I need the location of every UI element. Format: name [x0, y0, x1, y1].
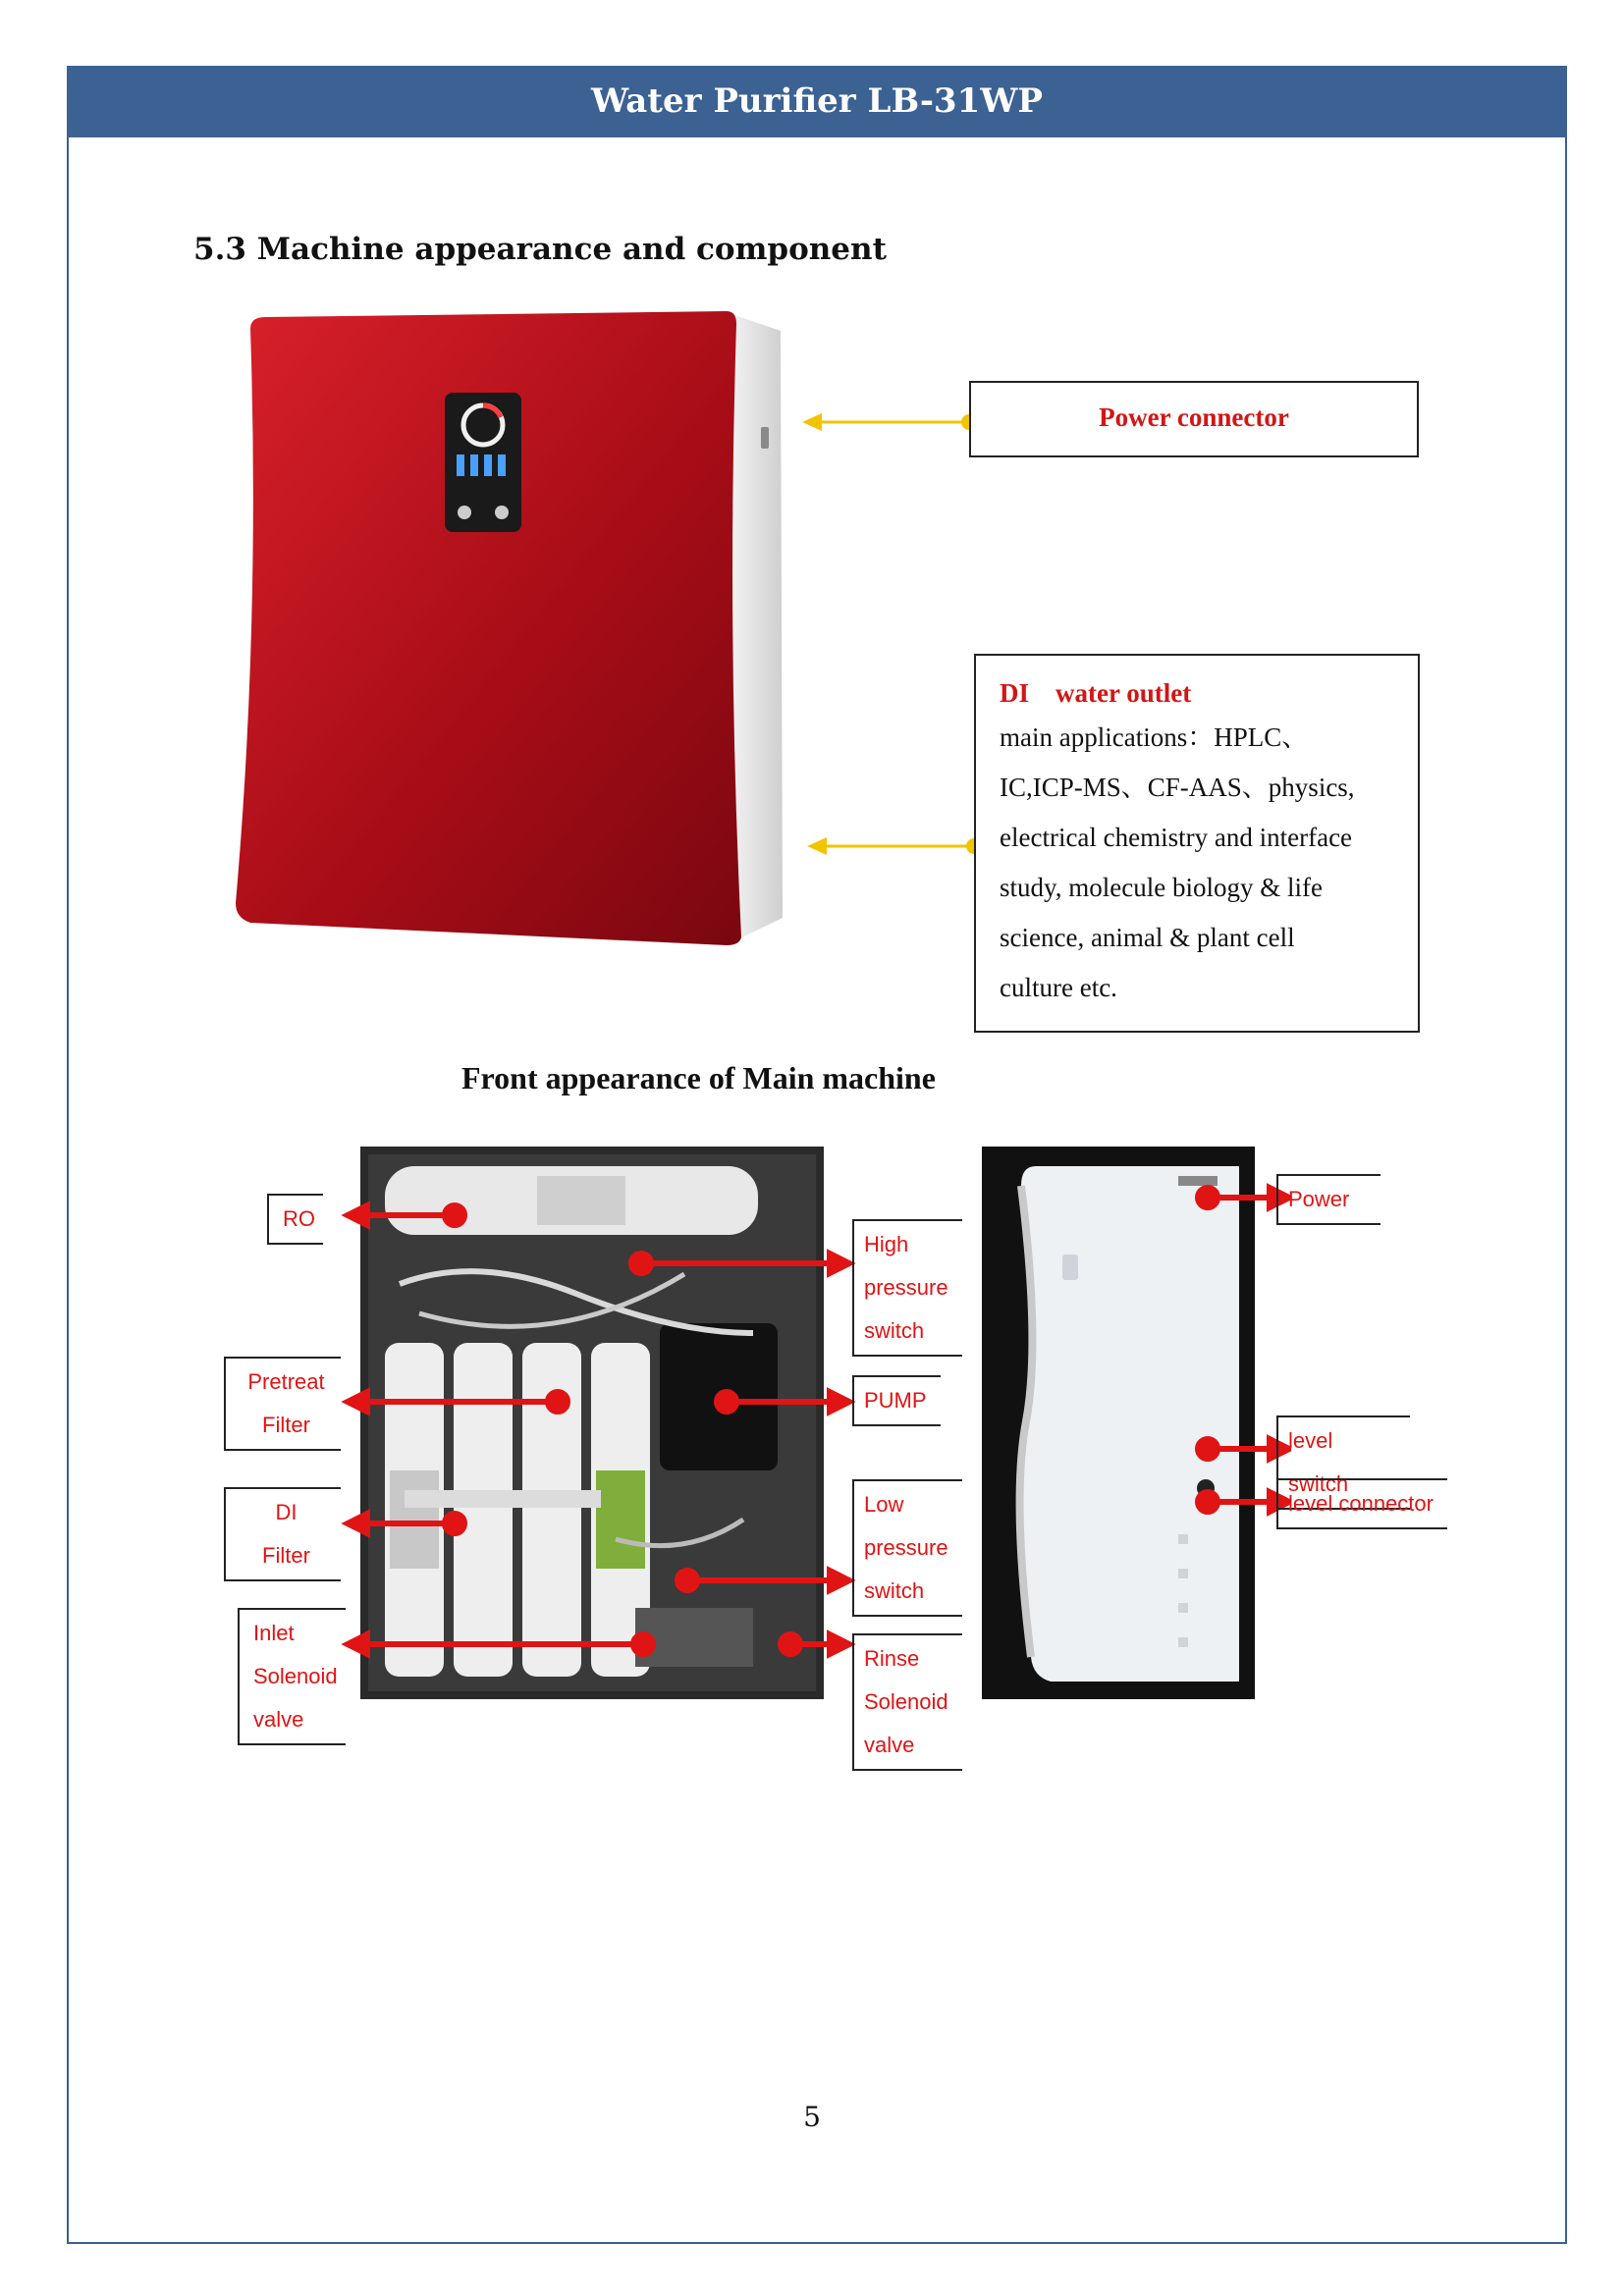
di-outlet-line: IC,ICP-MS、CF-AAS、physics, [1000, 773, 1355, 802]
label-level-switch-text: level switch [1288, 1428, 1349, 1496]
label-inlet-line: Inlet [253, 1621, 295, 1645]
label-level-connector-text: level connector [1288, 1491, 1434, 1516]
power-connector-label: Power connector [1099, 402, 1289, 432]
arrow-di-outlet [805, 831, 982, 861]
page-number: 5 [803, 2101, 821, 2133]
label-rinse-solenoid-valve [852, 1633, 962, 1771]
label-inlet-solenoid-valve [238, 1608, 346, 1745]
label-low-pressure-switch [852, 1479, 962, 1617]
di-outlet-line: main applications：HPLC、 [1000, 722, 1309, 752]
label-di-line: DI [275, 1500, 298, 1524]
label-pretreat-line: Filter [262, 1413, 310, 1437]
di-outlet-title: DI water outlet [1000, 678, 1192, 708]
label-rinse-line: Rinse [864, 1646, 920, 1671]
label-high-pressure-line: switch [864, 1318, 925, 1343]
label-low-pressure-line: pressure [864, 1535, 948, 1560]
page-header: Water Purifier LB-31WP [67, 66, 1567, 137]
label-level-connector [1276, 1478, 1447, 1529]
label-high-pressure-line: High [864, 1232, 909, 1256]
label-di-filter [224, 1487, 341, 1581]
di-outlet-line: culture etc. [1000, 973, 1117, 1002]
label-ro-text: RO [283, 1206, 315, 1231]
label-pretreat-filter [224, 1357, 341, 1451]
label-power-text: Power [1288, 1187, 1350, 1211]
power-connector-callout [969, 381, 1419, 457]
label-inlet-line: valve [253, 1707, 304, 1732]
label-inlet-line: Solenoid [253, 1664, 338, 1688]
arrow-power-connector [800, 407, 977, 437]
label-power [1276, 1174, 1380, 1225]
label-pretreat-line: Pretreat [247, 1369, 325, 1394]
label-pump-text: PUMP [864, 1388, 927, 1413]
label-high-pressure-line: pressure [864, 1275, 948, 1300]
label-di-line: Filter [262, 1543, 310, 1568]
label-rinse-line: valve [864, 1733, 915, 1757]
di-outlet-callout [974, 654, 1420, 1033]
inner-view-arrows [334, 1158, 864, 1669]
label-low-pressure-line: switch [864, 1578, 925, 1603]
label-high-pressure-switch [852, 1219, 962, 1357]
front-machine-image [231, 309, 790, 947]
di-outlet-line: study, molecule biology & life [1000, 873, 1323, 902]
label-pump [852, 1375, 941, 1426]
label-low-pressure-line: Low [864, 1492, 904, 1517]
label-rinse-line: Solenoid [864, 1689, 948, 1714]
section-title: 5.3 Machine appearance and component [193, 232, 887, 267]
figure-caption: Front appearance of Main machine [461, 1060, 936, 1095]
di-outlet-line: electrical chemistry and interface [1000, 823, 1353, 852]
di-outlet-line: science, animal & plant cell [1000, 923, 1295, 952]
label-ro [267, 1194, 323, 1245]
